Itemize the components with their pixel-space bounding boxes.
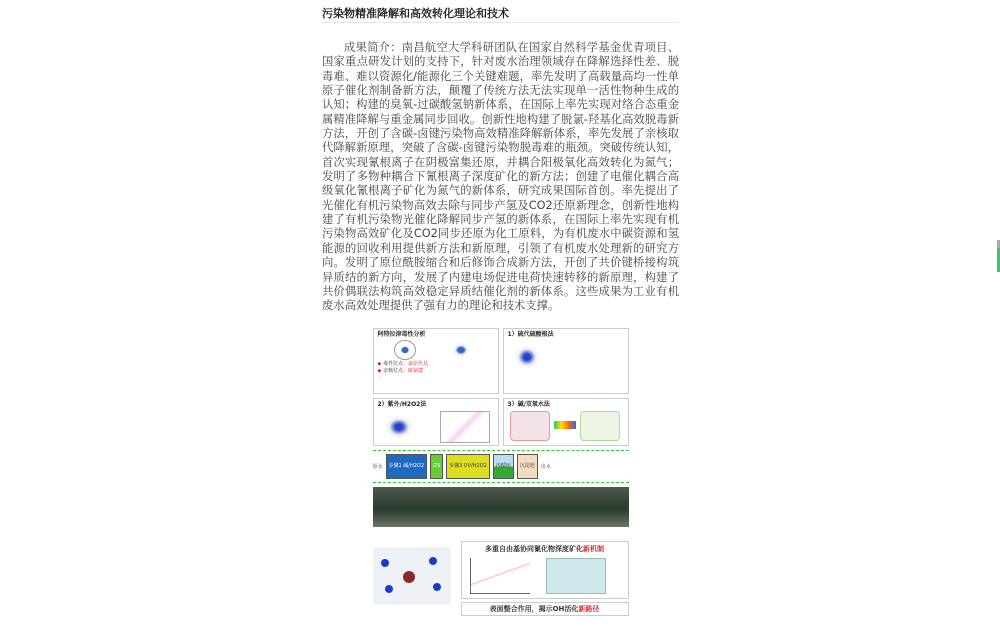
figure-degradation-process xyxy=(373,328,629,527)
tank-sedimentation: 沉淀池 xyxy=(517,454,538,479)
legend-label: 毒性位点： xyxy=(382,360,408,367)
flow-out-label: 出水 xyxy=(540,463,551,470)
process-flow-diagram xyxy=(373,450,629,483)
tank-reactor: 内循环 xyxy=(493,454,514,479)
legend-label: 亲核位点： xyxy=(382,367,408,374)
legend-value: 氯原代基 xyxy=(407,360,428,367)
molecule-icon xyxy=(382,413,416,441)
panel-title: 1）硫代硫酸根法 xyxy=(507,330,554,338)
title-divider xyxy=(322,22,679,23)
concentration-chart xyxy=(470,558,530,594)
mechanism-panel-2 xyxy=(461,602,629,616)
electrolysis-diagram xyxy=(546,558,606,594)
article-body: 成果简介：南昌航空大学科研团队在国家自然科学基金优青项目、国家重点研发计划的支持下，针对废水治理领域存在降解选择性差、脱毒难、难以资源化/能源化三个关键难题，率先发明了高载量高均一性单原子催化剂制备新方法，颠覆了传统方法无法实现单一活性物种生成的认知；构建的臭氧-过碳酸氢钠新体系，在国际上率先实现对络合态重金属精准降解与重金属同步回收。创新性地构建了脱氯-羟基化高效脱毒新方法，开创了含碳-卤键污染物高效精准降解新体系，率先发展了亲核取代降解新原理，突破了含碳-卤键污染物脱毒难的瓶颈。突破传统认知，首次实现氰根离子在阴极富集还原，并耦合阳极氧化高效转化为氮气；发明了多物种耦合下氰根离子深度矿化的新方法；创建了电催化耦合高级氧化氰根离子矿化为氮气的新体系，研究成果国际首创。率先提出了光催化有机污染物高效去除与同步产氢及CO2还原新理念，创新性地构建了有机污染物光催化降解同步产氢的新体系，在国际上率先实现有机污染物高效矿化及CO2同步还原为化工原料，为有机废水中碳资源和氢能源的回收利用提供新方法和新原理，引领了有机废水处理新的研究方向。发明了原位酰胺缩合和后修饰合成新方法，开创了共价键桥接构筑异质结的新方向，发展了内建电场促进电荷快速转移的新原理，构建了共价偶联法构筑高效稳定异质结催化剂的新体系。这些成果为工业有机废水高效处理提供了强有力的理论和技术支撑。 xyxy=(322,41,679,313)
panel-uv-h2o2 xyxy=(373,398,499,446)
mechanism-panel xyxy=(461,541,629,599)
molecule-icon xyxy=(394,340,416,360)
molecule-icon xyxy=(512,343,542,371)
panel-thiosulfate xyxy=(503,328,629,394)
panel-title: 2）紫外/H2O2法 xyxy=(377,400,427,408)
tank-ozone: O3 xyxy=(430,454,443,479)
panel-header-2: 表面整合作用，揭示OH活化 xyxy=(489,604,579,613)
plant-photo xyxy=(373,487,629,527)
article xyxy=(322,0,679,616)
molecule-icon xyxy=(450,341,472,359)
panel-title: 3）碱/双氧水法 xyxy=(507,400,550,408)
panel-header: 多重自由基协同氰化物深度矿化 xyxy=(485,544,583,553)
panel-header-highlight: 新机制 xyxy=(583,544,604,553)
flow-in-label: 原水 xyxy=(372,463,383,470)
tank-step1: 步骤1 碱/H2O2 xyxy=(386,454,428,479)
panel-title: 阿特拉津毒性分析 xyxy=(377,330,426,338)
tank-step3: 步骤3 UV/H2O2 xyxy=(446,454,490,479)
article-title: 污染物精准降解和高效转化理论和技术 xyxy=(322,7,509,20)
panel-atrazine-toxicity: 阿特拉津毒性分析 ◆ 毒性位点：氯原代基 ◆ 亲核位点：碳氯键 xyxy=(373,328,499,394)
molecule-render xyxy=(373,547,451,605)
legend-value: 碳氯键 xyxy=(407,367,423,374)
figure-cyanide-mineralization xyxy=(373,541,629,616)
energy-chart xyxy=(440,411,490,443)
panel-header-2-highlight: 新路径 xyxy=(578,604,600,613)
panel-alkali-h2o2 xyxy=(503,398,629,446)
